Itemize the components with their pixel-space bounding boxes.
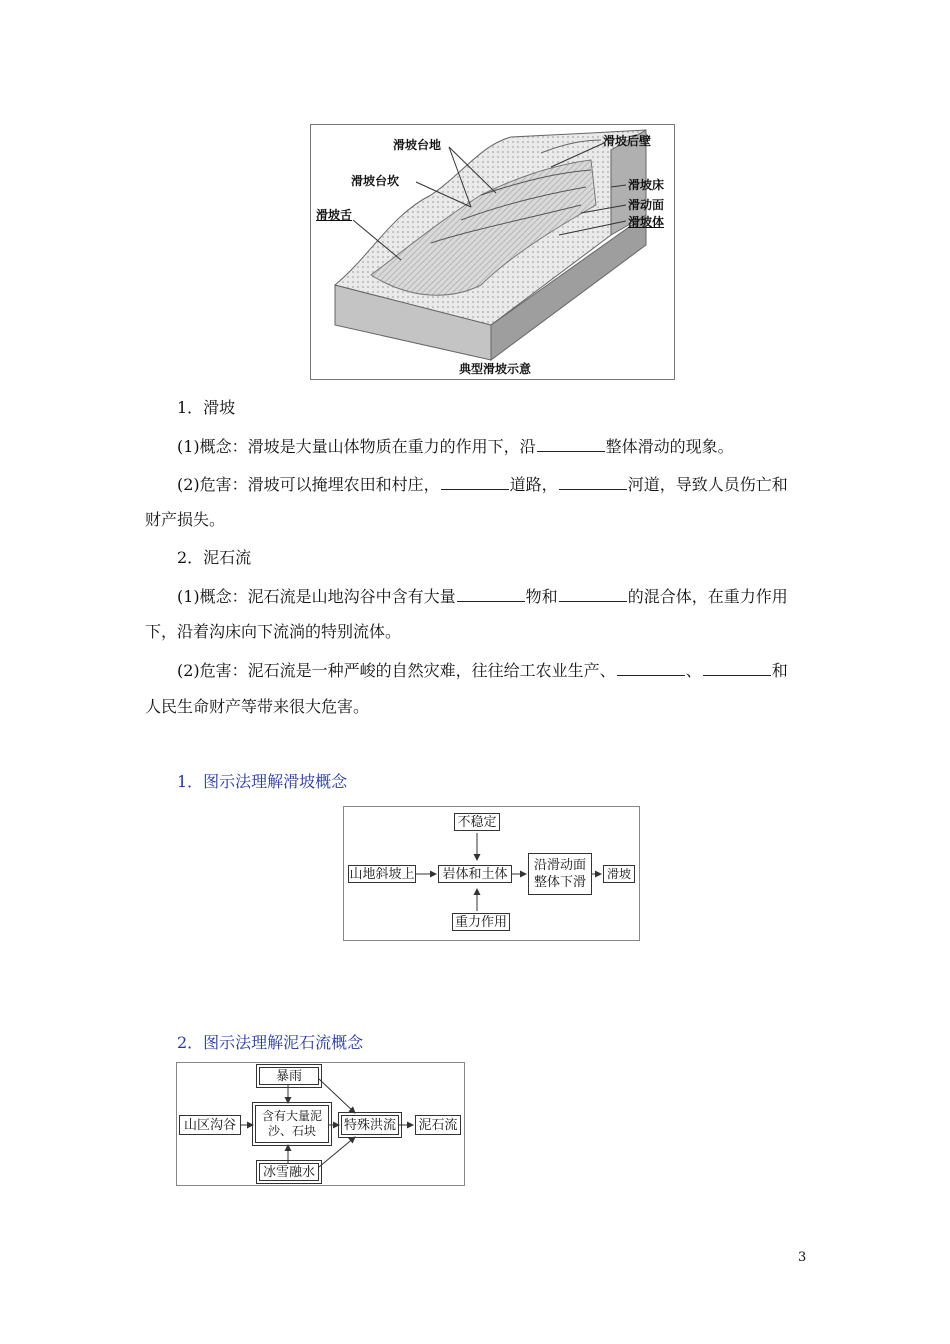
- section2-concept: (1)概念：泥石流是山地沟谷中含有大量 物和 的混合体，在重力作用: [177, 587, 788, 606]
- section1-heading: 1．滑坡: [177, 398, 236, 417]
- section1-harm: (2)危害：滑坡可以掩埋农田和村庄， 道路， 河道，导致人员伤亡和: [177, 475, 788, 494]
- blank-1[interactable]: [537, 436, 605, 452]
- figure-caption: 典型滑坡示意: [459, 362, 532, 376]
- node-slide: 沿滑动面整体下滑: [528, 853, 592, 895]
- node-mountain-valley: 山区沟谷: [179, 1115, 241, 1135]
- method1-heading: 1．图示法理解滑坡概念: [177, 772, 348, 791]
- section1-concept: (1)概念：滑坡是大量山体物质在重力的作用下，沿 整体滑动的现象。: [177, 437, 734, 456]
- section2-harm-cont: 人民生命财产等带来很大危害。: [145, 697, 370, 716]
- node-debris-flow: 泥石流: [415, 1115, 461, 1135]
- landslide-concept-diagram: [343, 806, 640, 941]
- node-unstable: 不稳定: [454, 813, 500, 831]
- method2-heading: 2．图示法理解泥石流概念: [177, 1033, 364, 1052]
- section2-concept-cont: 下，沿着沟床向下流淌的特别流体。: [145, 622, 402, 641]
- node-slope: 山地斜坡上: [349, 866, 415, 882]
- label-body: 滑坡体: [628, 215, 665, 229]
- label-tongue: 滑坡舌: [316, 208, 353, 222]
- section2-harm: (2)危害：泥石流是一种严峻的自然灾难，往往给工农业生产、 、 和: [177, 661, 788, 680]
- blank-7[interactable]: [703, 660, 771, 676]
- debris-flow-concept-diagram: [176, 1062, 465, 1186]
- landslide-illustration: [311, 125, 674, 379]
- node-sediment: 含有大量泥沙、石块: [255, 1105, 329, 1143]
- blank-3[interactable]: [559, 474, 627, 490]
- node-gravity: 重力作用: [452, 913, 510, 931]
- blank-5[interactable]: [559, 586, 627, 602]
- landslide-figure: [310, 124, 675, 380]
- label-ridge: 滑坡台坎: [351, 174, 400, 188]
- label-platform: 滑坡台地: [393, 138, 442, 152]
- node-rainstorm: 暴雨: [259, 1067, 319, 1085]
- blank-2[interactable]: [441, 474, 509, 490]
- page-number: 3: [798, 1250, 807, 1265]
- section2-heading: 2．泥石流: [177, 548, 252, 567]
- label-bed: 滑坡床: [628, 178, 665, 192]
- label-sliding-surface: 滑动面: [628, 198, 665, 212]
- label-back-wall: 滑坡后壁: [603, 134, 652, 148]
- section1-harm-cont: 财产损失。: [145, 510, 226, 529]
- node-rock-soil: 岩体和土体: [438, 865, 512, 883]
- blank-4[interactable]: [457, 586, 525, 602]
- node-special-flood: 特殊洪流: [341, 1115, 399, 1135]
- blank-6[interactable]: [617, 660, 685, 676]
- node-snow-melt: 冰雪融水: [259, 1163, 319, 1181]
- node-landslide: 滑坡: [603, 865, 635, 883]
